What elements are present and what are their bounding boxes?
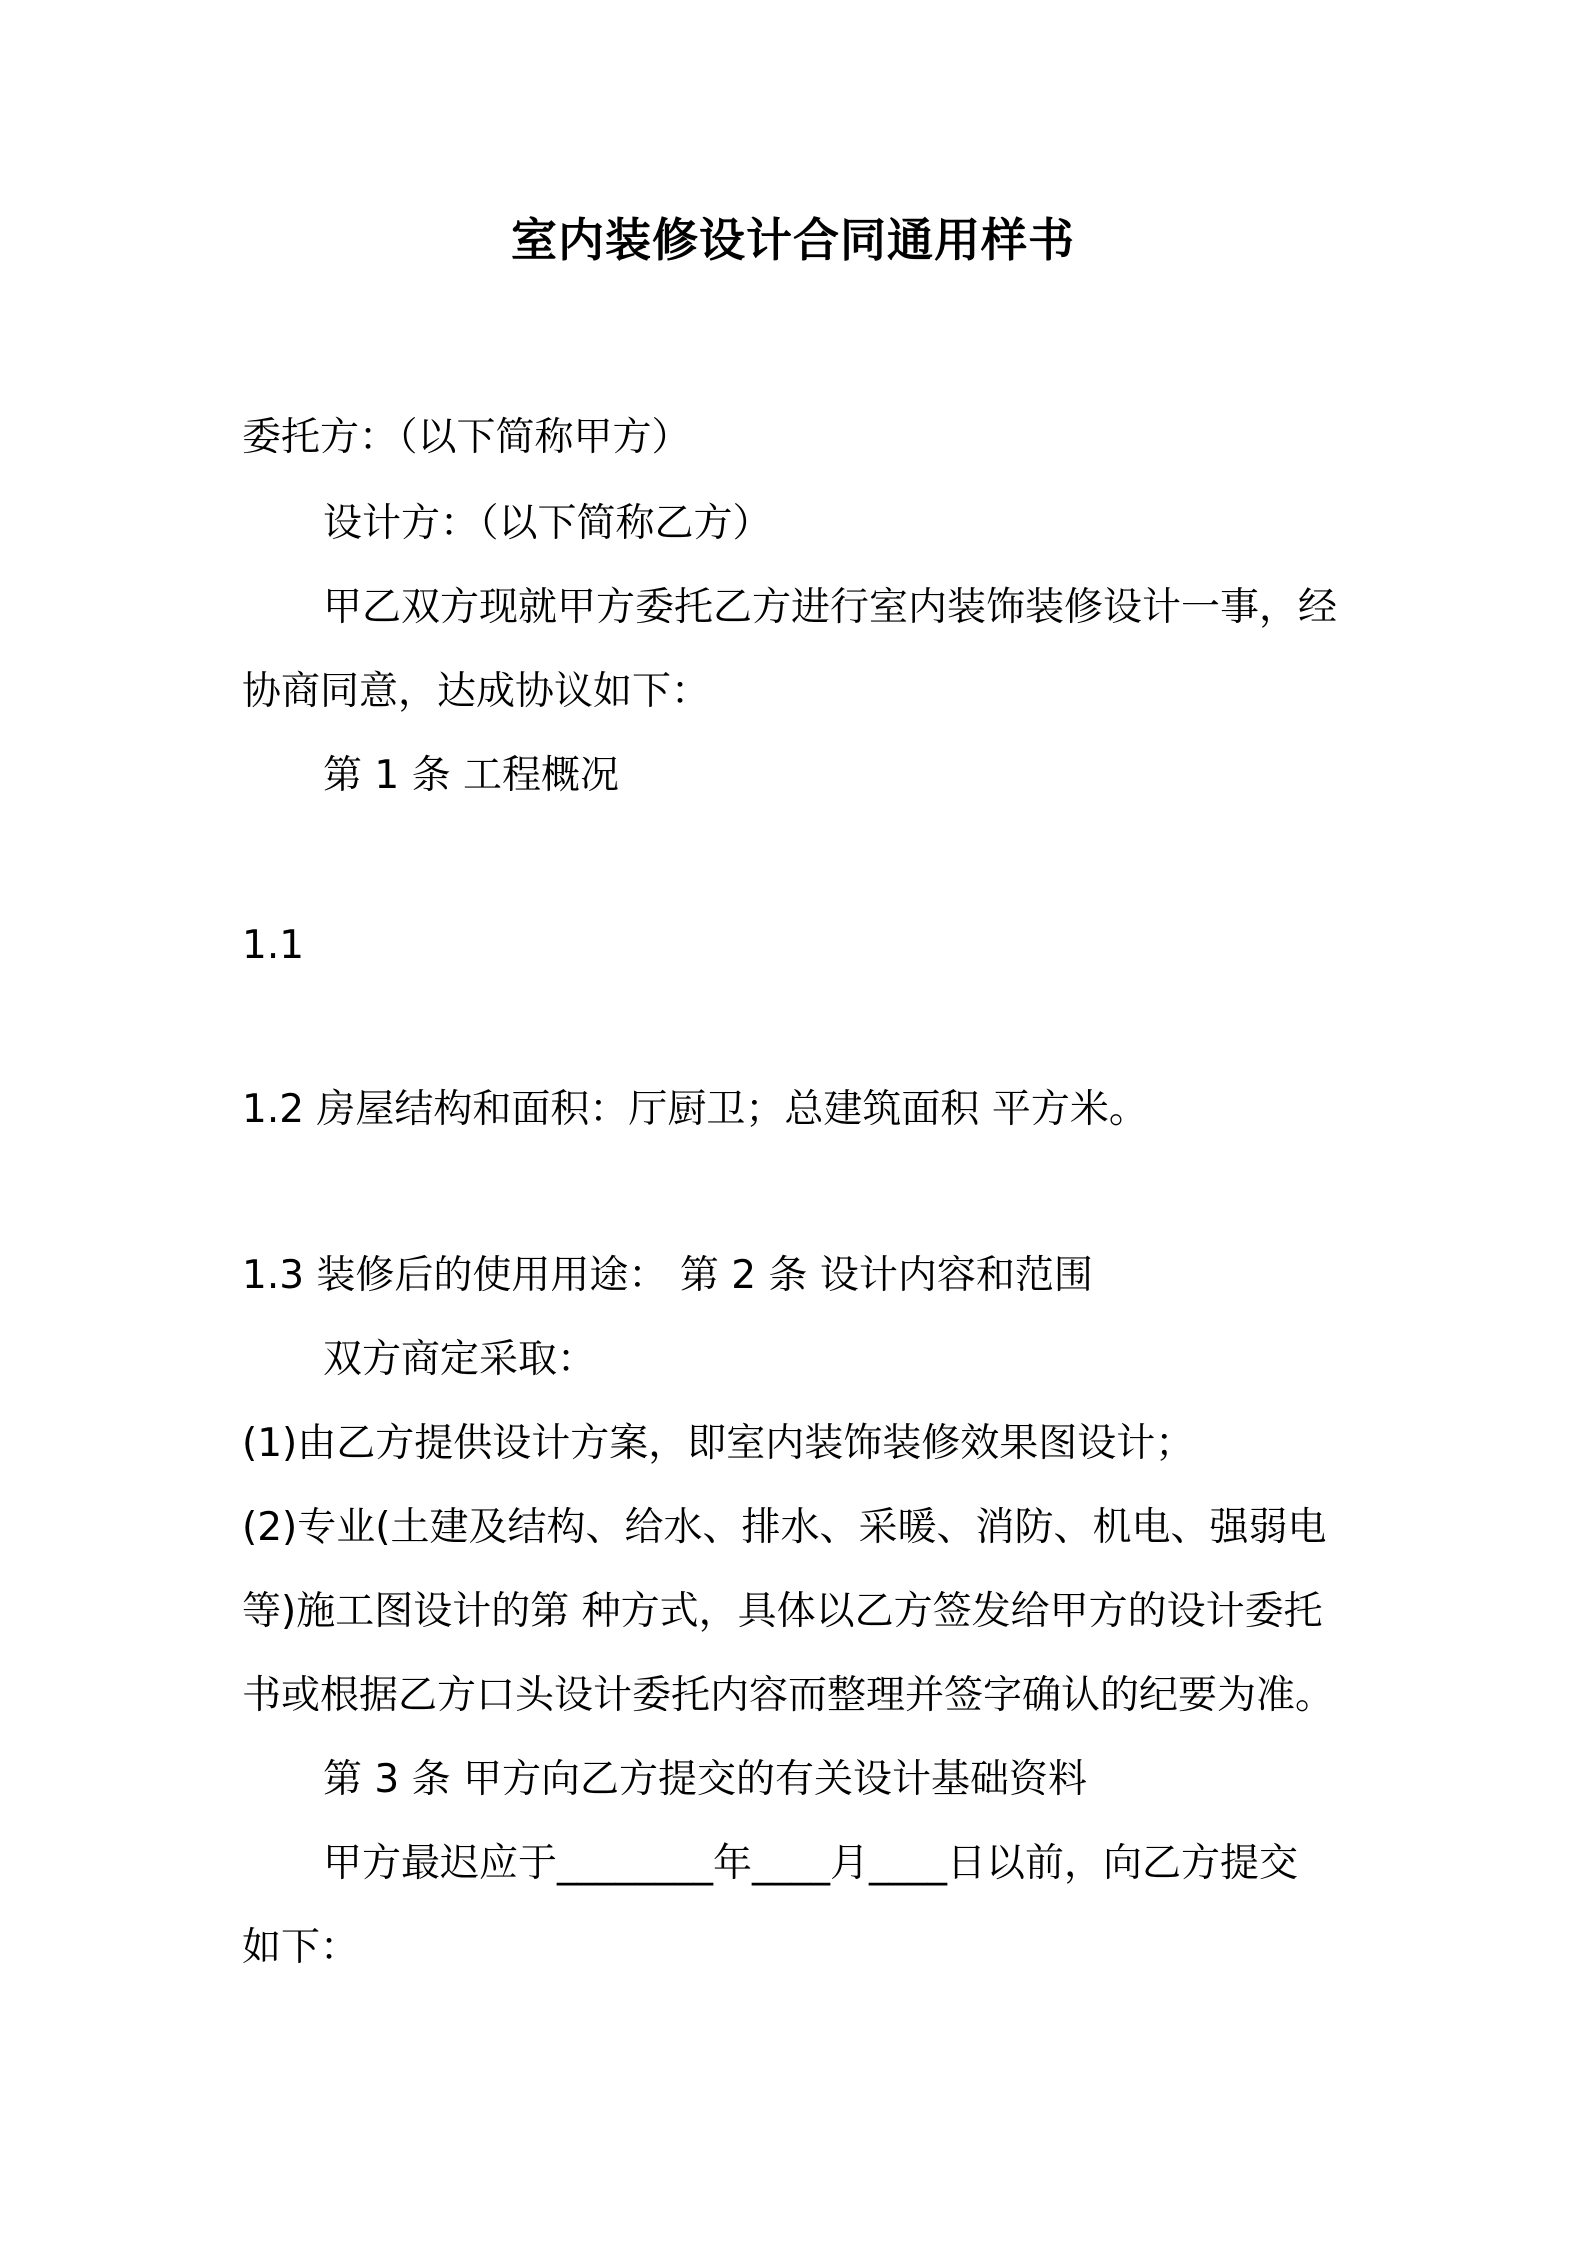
document-title: 室内装修设计合同通用样书 xyxy=(511,213,1075,267)
agreement-paragraph-line-2: 协商同意，达成协议如下： xyxy=(242,669,711,714)
design-item-1: (1)由乙方提供设计方案，即室内装饰装修效果图设计； xyxy=(242,1421,1195,1466)
client-line: 委托方：（以下简称甲方） xyxy=(242,415,691,460)
design-item-2-line-2: 等)施工图设计的第 种方式，具体以乙方签发给甲方的设计委托 xyxy=(242,1589,1323,1634)
clause-1-3: 1.3 装修后的使用用途： 第 2 条 设计内容和范围 xyxy=(242,1253,1093,1298)
clause-1-1: 1.1 xyxy=(242,923,305,968)
agreement-paragraph-line-1: 甲乙双方现就甲方委托乙方进行室内装饰装修设计一事，经 xyxy=(323,585,1338,630)
deadline-line-1: 甲方最迟应于________年____月____日以前，向乙方提交 xyxy=(323,1841,1299,1886)
clause-1-2: 1.2 房屋结构和面积：厅厨卫；总建筑面积 平方米。 xyxy=(242,1087,1148,1132)
article-1-heading: 第 1 条 工程概况 xyxy=(323,753,620,798)
design-item-2-line-1: (2)专业(土建及结构、给水、排水、采暖、消防、机电、强弱电 xyxy=(242,1505,1327,1550)
deadline-line-2: 如下： xyxy=(242,1925,360,1970)
agreed-method-line: 双方商定采取： xyxy=(323,1337,597,1382)
design-item-2-line-3: 书或根据乙方口头设计委托内容而整理并签字确认的纪要为准。 xyxy=(242,1673,1335,1718)
article-3-heading: 第 3 条 甲方向乙方提交的有关设计基础资料 xyxy=(323,1757,1088,1802)
designer-line: 设计方：（以下简称乙方） xyxy=(323,501,772,546)
